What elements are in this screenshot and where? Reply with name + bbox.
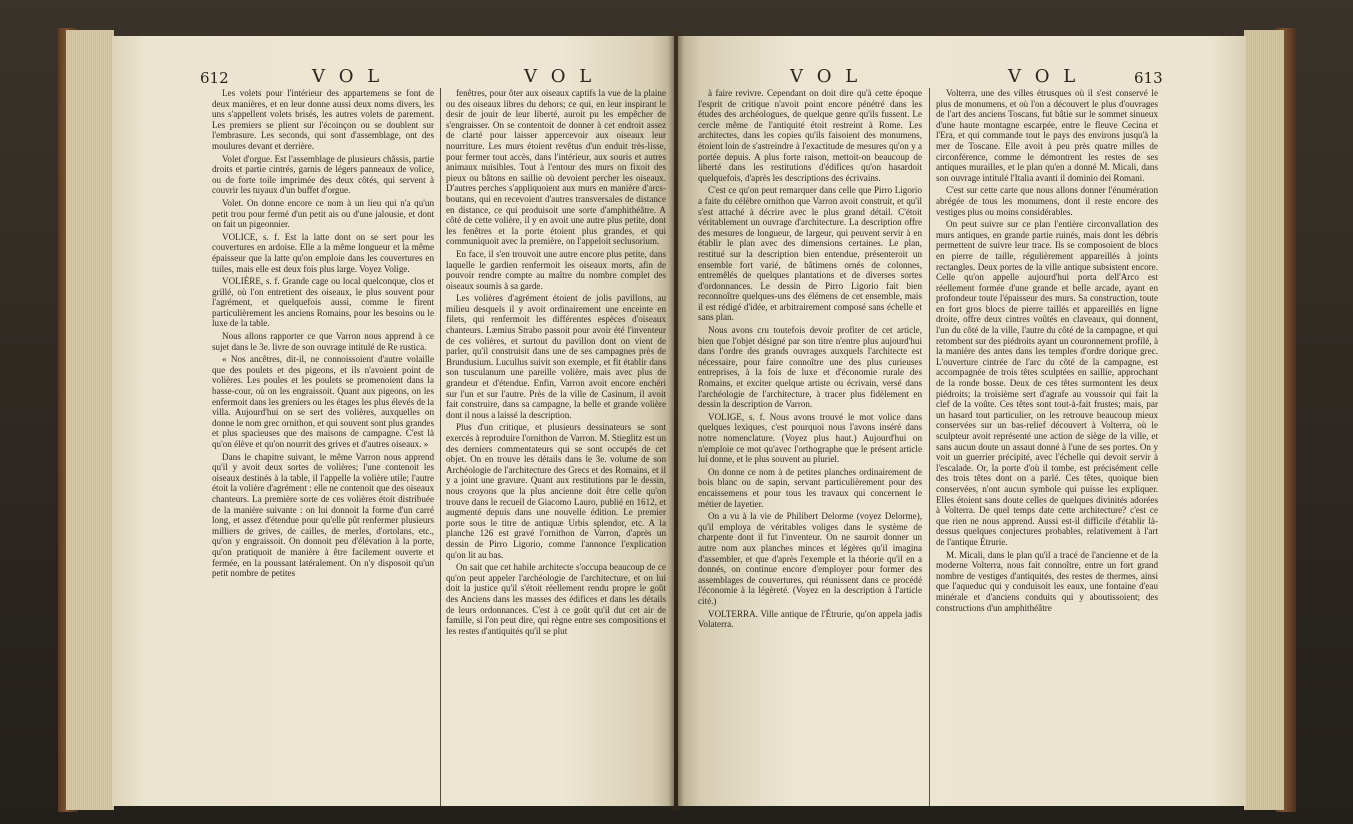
right-page bbox=[678, 36, 1246, 806]
running-head-left: V O L bbox=[312, 66, 384, 87]
left-column-2 bbox=[446, 88, 666, 638]
paragraph: « Nos ancêtres, dit-il, ne connoissoient d'autre volaille que des poulets et des pigeons, et ils n'avoient point de volières. Les poules et les poulets se promenoient dans la basse-cour, où on les engraissoit. Quant aux pigeons, on les enfermoit dans les greniers ou les étages les plus élevés de la villa. Aujourd'hui on se sert des volières, auxquelles on donne le nom grec ornithon, et qui souvent sont plus grandes et plus spacieuses que des maisons de campagne. C'est là qu'on élève et qu'on nourrit des grives et d'autres oiseaux. » bbox=[212, 354, 434, 449]
right-column-1 bbox=[698, 88, 922, 632]
paragraph: En face, il s'en trouvoit une autre encore plus petite, dans laquelle le gardien renfermoit les oiseaux morts, afin de pouvoir rendre compte au maître du nombre complet des oiseaux soumis à sa garde. bbox=[446, 248, 666, 291]
paragraph: VOLICE, s. f. Est la latte dont on se sert pour les couvertures en ardoise. Elle a la même longueur et la même épaisseur que la latte qu'on emploie dans les couvertures en tuiles, mais elle est deux fois plus large. Voyez Volige. bbox=[212, 231, 434, 274]
left-page bbox=[112, 36, 674, 806]
paragraph: C'est ce qu'on peut remarquer dans celle que Pirro Ligorio a faite du célèbre ornithon que Varron avoit construit, et qu'il s'est attaché à décrire avec le plus grand détail. C'étoit véritablement un ouvrage d'architecture. La description offre des mesures de longueur, de largeur, qui peuvent servir à en établir le plan avec des dimensions certaines. Le plan, restitué sur la description bien entendue, présenteroit un ensemble fort varié, de bâtimens ornés de colonnes, entremêlés de quelques plantations et de diverses sortes d'ordonnances. Le dessin de Pirro Ligorio fait bien reconnoître quelques-uns des élémens de cet ensemble, mais il est rédigé d'idée, et arbitrairement composé sans échelle et sans plan. bbox=[698, 185, 922, 323]
page-edges-right bbox=[1244, 30, 1284, 810]
paragraph: VOLTERRA. Ville antique de l'Étrurie, qu'on appela jadis Volaterra. bbox=[698, 608, 922, 630]
paragraph: Volet d'orgue. Est l'assemblage de plusieurs châssis, partie droits et partie cintrés, garnis de légers panneaux de volice, ou de forte toile imprimée des deux côtés, qui servent à couvrir les tuyaux d'un buffet d'orgue. bbox=[212, 153, 434, 196]
running-head-right: V O L bbox=[524, 66, 596, 87]
paragraph: Les volets pour l'intérieur des appartemens se font de deux manières, et en leur donne aussi deux noms divers, les uns s'appellent volets brisés, les autres volets de parement. Les premiers se plient sur l'écoinçon ou se doublent sur l'embrasure. Les seconds, qui sont d'assemblage, ont des moulures devant et derrière. bbox=[212, 88, 434, 151]
paragraph: Volterra, une des villes étrusques où il s'est conservé le plus de monumens, et où l'on a découvert le plus d'ouvrages de l'art des anciens Toscans, fut bâtie sur le sommet sinueux d'une haute montagne escarpée, entre le fleuve Cecina et l'Era, et qui commande tout le pays des environs jusqu'à la mer de Toscane. Elle avoit à peu près quatre milles de circonférence, comme le démontrent les restes de ses antiques murailles, et le plan qu'en a donné M. Micali, dans son ouvrage intitulé l'Italia avanti il dominio dei Romani. bbox=[936, 88, 1158, 183]
paragraph: Volet. On donne encore ce nom à un lieu qui n'a qu'un petit trou pour fermé d'un petit ais ou d'une jalousie, et dont on fait un pigeonnier. bbox=[212, 197, 434, 230]
paragraph: fenêtres, pour ôter aux oiseaux captifs la vue de la plaine ou des oiseaux libres du dehors; ce qui, en leur inspirant le desir de jouir de leur liberté, auroit pu les empêcher de s'engraisser. On se contentoit de donner à cet endroit assez de clarté pour laisser appercevoir aux oiseaux leur nourriture. Les murs étoient revêtus d'un enduit très-lisse, pour fermer tout accès, dans l'intérieur, aux souris et autres animaux nuisibles. Tout à l'entour des murs on fixoit des pieux ou bâtons en saillie où devoient percher les oiseaux. D'autres perches s'appliquoient aux murs en manière d'arcs-boutans, qui en recevoient d'autres transversales de distance en distance, ce qui produisoit une sorte d'amphithéâtre. A côté de cette volière, il y en avoit une autre plus petite, dont les fenêtres et la porte étoient plus grandes, et qui communiquoit avec la première, on l'appeloit seclusorium. bbox=[446, 88, 666, 247]
paragraph: Les volières d'agrément étoient de jolis pavillons, au milieu desquels il y avoit ordinairement une enceinte en filets, qui renfermoit les différentes espèces d'oiseaux chanteurs. Læmius Strabo passoit pour avoir été l'inventeur de ces volières, et surtout du pavillon dont on vient de parler, qu'il construisit dans une de ses campagnes près de Brundusium. Lucullus suivit son exemple, et fit établir dans son tusculanum une pareille volière, mais avec plus de grandeur et d'étendue. Enfin, Varron avoit encore enchéri sur l'un et sur l'autre. Près de la ville de Casinum, il avoit fait construire, dans sa campagne, la belle et grande volière dont il nous a laissé la description. bbox=[446, 293, 666, 420]
paragraph: C'est sur cette carte que nous allons donner l'énumération abrégée de tous les monumens, dont il reste encore des vestiges plus ou moins considérables. bbox=[936, 185, 1158, 217]
paragraph: On peut suivre sur ce plan l'entière circonvallation des murs antiques, en grande partie ruinés, mais dont les débris permettent de suivre leur trace. Ils se composoient de blocs en pierre de taille, régulièrement appareillés à joints rectangles. Deux portes de la ville antique subsistent encore. Celle qu'on appelle aujourd'hui porta dell'Arco est réellement formée d'une grande et belle arcade, ayant en profondeur toute l'épaisseur des murs. Sa construction, toute en fort gros blocs de pierre taillés et appareillés en ligne droite, offre deux cintres voûtés en claveaux, qui donnent, l'un du côté de la ville, l'autre du côté de la campagne, et qui retombent sur des piédroits ayant un couronnement profilé, à la manière des antes dans les temples d'ordre dorique grec. L'ouverture cintrée de l'arc du côté de la campagne, est accompagnée de trois têtes sculptées en saillie, approchant de la ronde bosse. Deux de ces têtes surmontent les deux piédroits; la troisième sert d'agrafe au voussoir qui fait la clef de la voûte. Ces têtes sont tout-à-fait frustes; mais, par un hasard tout particulier, on les retrouve beaucoup mieux conservées sur un bas-relief découvert à Volterra, où le sculpteur avoit représenté une action de siège de la ville, et sans aucun doute un assaut donné à l'une de ses portes. On y voit un guerrier précipité, avec l'échelle qui devoit servir à l'escalade. Or, la porte d'où il tombe, est précisément celle des trois têtes dont on a parlé. Ces têtes, quoique bien conservées, n'ont aucun symbole qui puisse les expliquer. Elles étoient sans doute celles de quelques divinités adorées à Volterra. De quel temps date cette architecture? c'est ce que rien ne nous apprend. Aussi est-il difficile d'établir là-dessus quelques conjectures probables, relativement à l'art de l'antique Étrurie. bbox=[936, 219, 1158, 547]
paragraph: Plus d'un critique, et plusieurs dessinateurs se sont exercés à reproduire l'ornithon de Varron. M. Stieglitz est un des derniers commentateurs qui se sont occupés de cet objet. On en trouve les détails dans le 3e. volume de son Archéologie de l'architecture des Grecs et des Romains, et il y a joint une gravure. Quant aux restitutions par le dessin, nous croyons que la plus ancienne doit être celle qu'on trouve dans le recueil de Giacomo Lauro, publié en 1612, et augmenté depuis dans une nouvelle édition. Le premier porte sous le titre de antiquæ Urbis splendor, etc. A la planche 126 est gravé l'ornithon de Varron, d'après un dessin de Pirro Ligorio, comme l'annonce l'explication qu'on lit au bas. bbox=[446, 422, 666, 560]
running-head-right: V O L bbox=[1008, 66, 1080, 87]
paragraph: Dans le chapitre suivant, le même Varron nous apprend qu'il y avoit deux sortes de volières; l'une contenoit les oiseaux destinés à la table, il l'appelle la volière utile; l'autre étoit la volière d'agrément : elle ne contenoit que des oiseaux chanteurs. La première sorte de ces volières étoit distribuée de la manière suivante : on lui donnoit la forme d'un carré long, et assez d'étendue pour qu'elle pût renfermer plusieurs milliers de grives, de cailles, de merles, d'ortolans, etc., qu'on y engraissoit. On donnoit peu d'élévation à la porte, qu'on pratiquoit de manière à être facilement ouverte et fermée, en la poussant latéralement. On n'y disposoit qu'un petit nombre de petites bbox=[212, 451, 434, 579]
paragraph: à faire revivre. Cependant on doit dire qu'à cette époque l'esprit de critique n'avoit point encore pénétré dans les études des archéologues, de quelque genre qu'ils fussent. Le cercle même de l'antiquité étoit restreint à Rome. Les architectes, dans les copies qu'ils faisoient des monumens, étoient loin de s'astreindre à l'exactitude de mesures qu'on y a portée depuis. A plus forte raison, mettoit-on beaucoup de liberté dans les restitutions d'édifices qu'on hasardoit quelquefois, d'après les descriptions des écrivains. bbox=[698, 88, 922, 183]
paragraph: VOLIÈRE, s. f. Grande cage ou local quelconque, clos et grillé, où l'on entretient des oiseaux, le plus souvent pour l'agrément, et quelquefois aussi, comme le firent particulièrement les anciens Romains, pour les besoins ou le luxe de la table. bbox=[212, 276, 434, 329]
paragraph: Nous avons cru toutefois devoir profiter de cet article, bien que l'objet désigné par son titre n'entre plus aujourd'hui dans l'ordre des grands ouvrages auxquels l'architecte est nécessaire, pour faire connoître une des plus curieuses entreprises, à la fois de luxe et d'économie rurale des Romains, et exciter quelque artiste ou écrivain, versé dans l'archéologie de l'architecture, à tracer plus fidèlement en dessin la description de Varron. bbox=[698, 325, 922, 410]
column-divider bbox=[440, 88, 441, 806]
running-head-left: V O L bbox=[790, 66, 862, 87]
page-edges-left bbox=[66, 30, 114, 810]
paragraph: On donne ce nom à de petites planches ordinairement de bois blanc ou de sapin, servant particulièrement pour des encaissemens et pour tous les travaux qui concernent le métier de layetier. bbox=[698, 466, 922, 509]
page-number: 613 bbox=[1134, 69, 1163, 87]
paragraph: VOLIGE, s. f. Nous avons trouvé le mot volice dans quelques lexiques, c'est pourquoi nous l'avons inséré dans notre nomenclature. (Voyez plus haut.) Aujourd'hui on n'emploie ce mot qu'avec l'orthographe que le présent article lui donne, et le plus souvent au pluriel. bbox=[698, 411, 922, 465]
left-column-1 bbox=[212, 88, 434, 581]
column-divider bbox=[929, 88, 930, 806]
right-column-2 bbox=[936, 88, 1158, 615]
paragraph: M. Micali, dans le plan qu'il a tracé de l'ancienne et de la moderne Volterra, nous fait connoître, entre un fort grand nombre de vestiges d'antiquités, des restes de thermes, ainsi que l'aqueduc qui y conduisoit les eaux, une fontaine d'eau minérale et d'anciens conduits qui y aboutissoient; des constructions d'un amphithéâtre bbox=[936, 549, 1158, 613]
page-number: 612 bbox=[200, 69, 229, 87]
paragraph: On a vu à la vie de Philibert Delorme (voyez Delorme), qu'il employa de véritables voliges dans le système de charpente dont il fut l'inventeur. On ne sauroit donner un autre nom aux planches minces et légères qu'il imagina d'assembler, et que d'après l'exemple et la théorie qu'il en a donnés, on continue encore d'employer pour former des assemblages de couvertures, qui réunissent dans ce procédé l'économie à la légèreté. (Voyez en la description à l'article cité.) bbox=[698, 511, 922, 606]
paragraph: On sait que cet habile architecte s'occupa beaucoup de ce qu'on peut appeler l'archéologie de l'architecture, et on lui doit la justice qu'il s'étoit réellement rendu propre le goût des Anciens dans les masses des édifices et dans les détails de leurs ordonnances. C'est à ce goût qu'il dut cet air de famille, si l'on peut dire, qui règne entre ses compositions et les restes d'antiquités qu'il se plut bbox=[446, 562, 666, 636]
book-gutter bbox=[668, 30, 684, 810]
paragraph: Nous allons rapporter ce que Varron nous apprend à ce sujet dans le 3e. livre de son ouvrage intitulé de Re rustica. bbox=[212, 331, 434, 352]
